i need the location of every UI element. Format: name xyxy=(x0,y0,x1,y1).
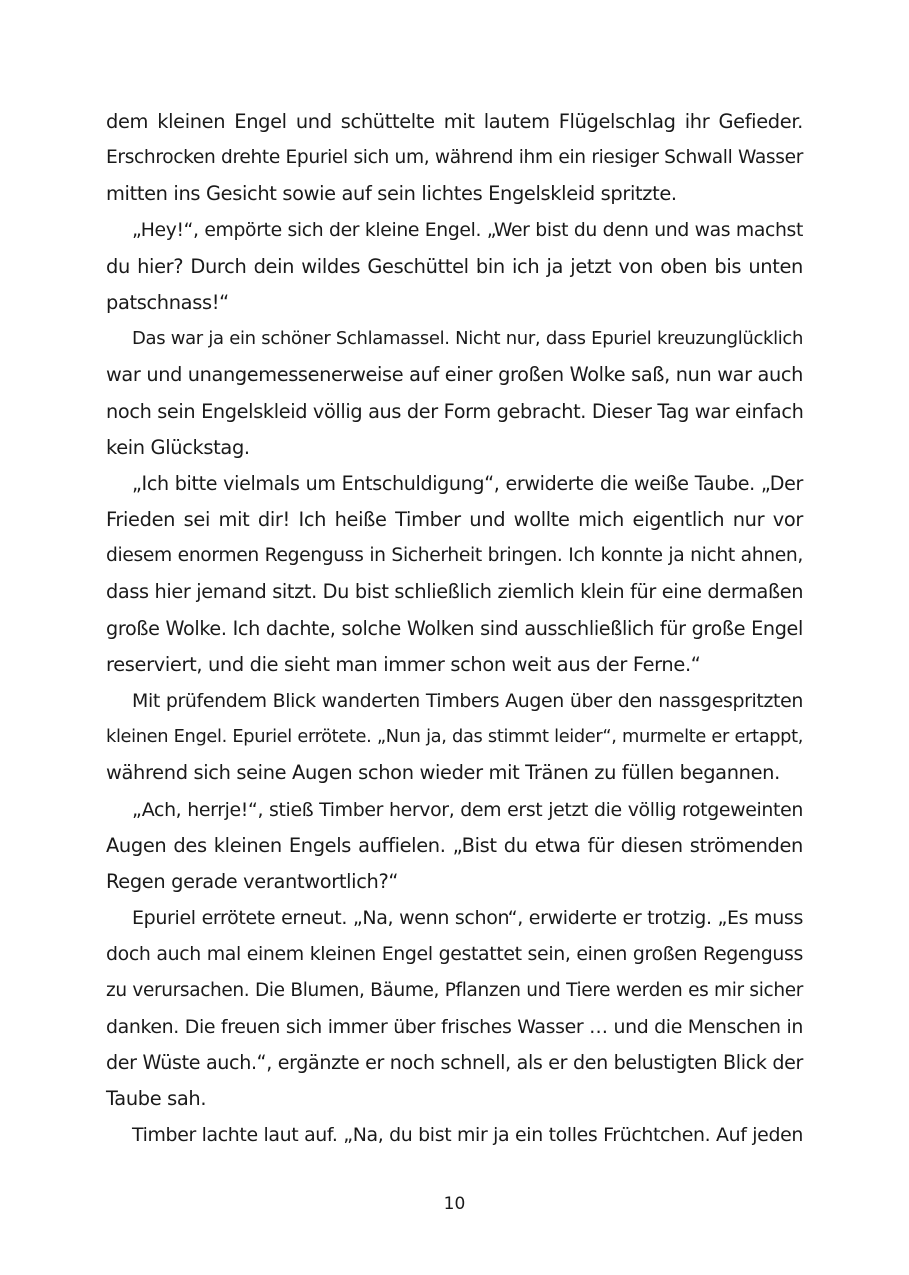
body-text xyxy=(106,104,803,1153)
text-line: dass hier jemand sitzt. Du bist schließlich ziemlich klein für eine dermaßen xyxy=(106,580,804,604)
text-line: mitten ins Gesicht sowie auf sein lichtes Engelskleid spritzte. xyxy=(106,182,677,206)
text-line: du hier? Durch dein wildes Geschüttel bin ich ja jetzt von oben bis unten xyxy=(106,254,803,278)
text-line: war und unangemessenerweise auf einer großen Wolke saß, nun war auch xyxy=(106,363,803,387)
text-line: Mit prüfendem Blick wanderten Timbers Augen über den nassgespritzten xyxy=(132,690,803,712)
text-line: große Wolke. Ich dachte, solche Wolken sind ausschließlich für große Engel xyxy=(106,616,803,640)
text-line: der Wüste auch.“, ergänzte er noch schnell, als er den belustigten Blick der xyxy=(106,1050,803,1074)
text-line: Augen des kleinen Engels auffielen. „Bist du etwa für diesen strömenden xyxy=(106,833,803,857)
text-line: doch auch mal einem kleinen Engel gestattet sein, einen großen Regenguss xyxy=(106,943,803,966)
page-number: 10 xyxy=(443,1194,466,1214)
text-line: noch sein Engelskleid völlig aus der Form gebracht. Dieser Tag war einfach xyxy=(106,399,804,423)
text-line: Das war ja ein schöner Schlamassel. Nicht nur, dass Epuriel kreuzunglücklich xyxy=(132,328,803,350)
text-line: Erschrocken drehte Epuriel sich um, während ihm ein riesiger Schwall Wasser xyxy=(106,147,803,169)
text-line: reserviert, und die sieht man immer schon weit aus der Ferne.“ xyxy=(106,652,701,676)
text-line: kein Glückstag. xyxy=(106,435,250,459)
text-line: während sich seine Augen schon wieder mit Tränen zu füllen begannen. xyxy=(106,761,780,785)
text-line: „Ach, herrje!“, stieß Timber hervor, dem erst jetzt die völlig rotgeweinten xyxy=(132,798,803,821)
text-line: patschnass!“ xyxy=(106,290,229,314)
text-line: Epuriel errötete erneut. „Na, wenn schon“, erwiderte er trotzig. „Es muss xyxy=(132,907,803,930)
text-line: Taube sah. xyxy=(106,1087,207,1111)
text-line: Timber lachte laut auf. „Na, du bist mir ja ein tolles Früchtchen. Auf jeden xyxy=(132,1124,803,1147)
text-line: zu verursachen. Die Blumen, Bäume, Pflanzen und Tiere werden es mir sicher xyxy=(106,979,803,1001)
text-line: danken. Die freuen sich immer über frisches Wasser … und die Menschen in xyxy=(106,1015,803,1038)
text-line: Regen gerade verantwortlich?“ xyxy=(106,869,399,893)
text-line: kleinen Engel. Epuriel errötete. „Nun ja, das stimmt leider“, murmelte er ertappt, xyxy=(106,726,803,748)
text-line: Frieden sei mit dir! Ich heiße Timber und wollte mich eigentlich nur vor xyxy=(106,508,803,532)
text-line: diesem enormen Regenguss in Sicherheit bringen. Ich konnte ja nicht ahnen, xyxy=(106,545,803,567)
text-line: „Ich bitte vielmals um Entschuldigung“, erwiderte die weiße Taube. „Der xyxy=(132,471,803,495)
text-line: „Hey!“, empörte sich der kleine Engel. „Wer bist du denn und was machst xyxy=(132,219,803,241)
text-line: dem kleinen Engel und schüttelte mit lautem Flügelschlag ihr Gefieder. xyxy=(106,110,803,133)
